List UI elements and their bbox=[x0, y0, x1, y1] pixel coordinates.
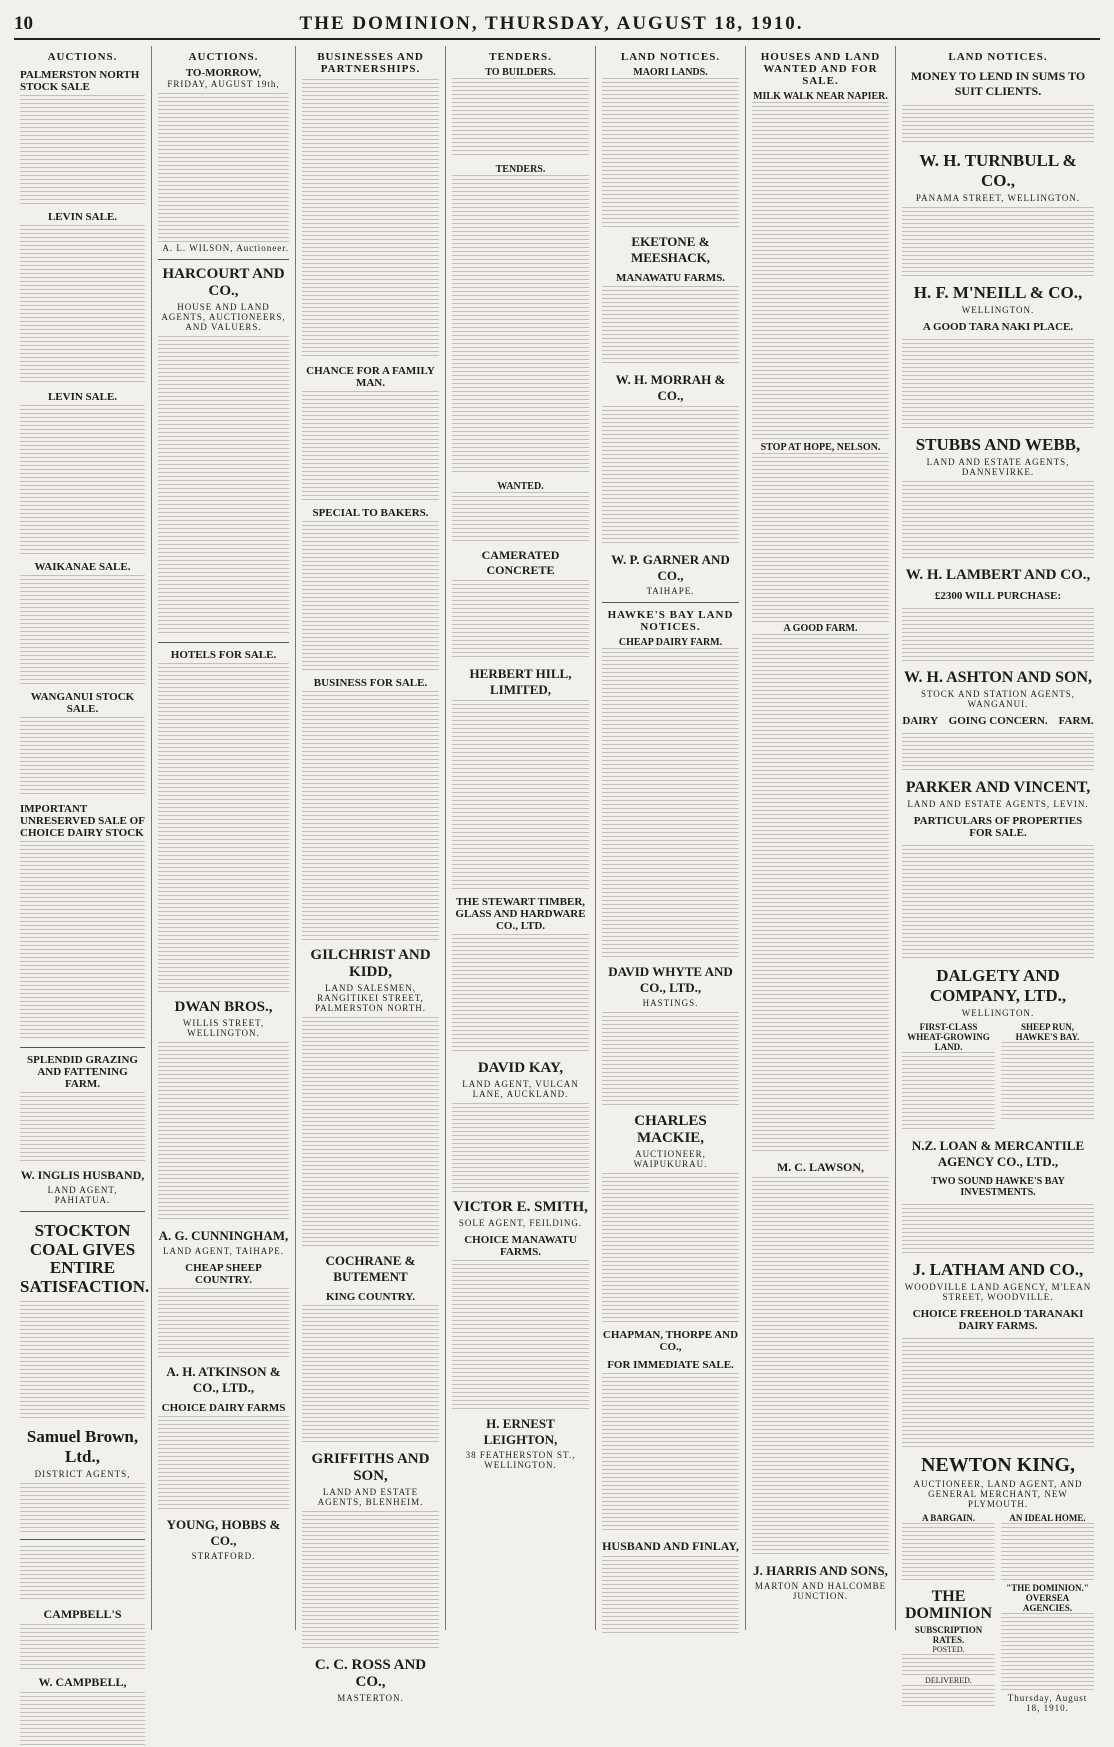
ad-body-text bbox=[902, 1052, 995, 1132]
two-sound-heading: TWO SOUND HAWKE'S BAY INVESTMENTS. bbox=[931, 1176, 1065, 1198]
masthead bbox=[14, 10, 1100, 40]
ad-levin-1 bbox=[20, 211, 145, 385]
ad-body-text bbox=[602, 1012, 739, 1107]
young-hobbs-sub: STRATFORD. bbox=[191, 1551, 256, 1561]
harris-sub: MARTON AND HALCOMBE JUNCTION. bbox=[754, 1581, 887, 1601]
ad-body-text bbox=[902, 845, 1094, 960]
stockton-coal-display: STOCKTON COAL GIVES ENTIRE SATISFACTION. bbox=[20, 1221, 150, 1297]
ashton-name: W. H. ASHTON AND SON, bbox=[903, 669, 1093, 686]
ad-heading: WANTED. bbox=[497, 481, 544, 492]
ad-heading: SHEEP RUN, HAWKE'S BAY. bbox=[1015, 1022, 1080, 1042]
victor-smith-name: VICTOR E. SMITH, bbox=[453, 1199, 588, 1215]
column-auctions-2 bbox=[152, 46, 296, 1630]
ad-body-text bbox=[20, 575, 145, 685]
cameraited-concrete: CAMERATED CONCRETE bbox=[481, 548, 560, 577]
david-kay-sub: LAND AGENT, VULCAN LANE, AUCKLAND. bbox=[462, 1079, 579, 1099]
ad-heading: CHEAP SHEEP COUNTRY. bbox=[185, 1262, 262, 1286]
ad-body-text bbox=[602, 1556, 739, 1636]
ad-body-text bbox=[452, 492, 589, 542]
turnbull-sub: PANAMA STREET, WELLINGTON. bbox=[915, 193, 1081, 203]
ad-body-text bbox=[302, 521, 439, 671]
ad-body-text bbox=[158, 93, 289, 243]
first-class-land bbox=[902, 1022, 995, 1132]
ideal-home bbox=[1001, 1513, 1094, 1583]
ad-body-text bbox=[302, 79, 439, 359]
ad-chance bbox=[302, 365, 439, 501]
masthead-title: THE DOMINION, THURSDAY, AUGUST 18, 1910. bbox=[299, 13, 804, 34]
ad-business-sale bbox=[302, 677, 439, 941]
ad-heading: SUBSCRIPTION RATES. bbox=[914, 1624, 983, 1645]
gilchrist-name: GILCHRIST AND KIDD, bbox=[310, 947, 431, 980]
section-heading: TENDERS. bbox=[489, 51, 552, 63]
griffiths-sub: LAND AND ESTATE AGENTS, BLENHEIM. bbox=[317, 1487, 424, 1507]
overseas-block bbox=[1001, 1583, 1094, 1717]
page-number: 10 bbox=[14, 13, 33, 34]
sheep-run bbox=[1001, 1022, 1094, 1132]
ad-body-text bbox=[1001, 1042, 1094, 1122]
husband-finlay-name: HUSBAND AND FINLAY, bbox=[602, 1539, 739, 1553]
purchase-heading: £2300 WILL PURCHASE: bbox=[934, 590, 1062, 602]
ad-heading: TO BUILDERS. bbox=[485, 67, 556, 78]
gilchrist-sub: LAND SALESMEN, RANGITIKEI STREET, PALMERSTON NORTH. bbox=[315, 983, 426, 1013]
young-hobbs-name: YOUNG, HOBBS & CO., bbox=[166, 1517, 281, 1548]
ad-body-text bbox=[452, 700, 589, 890]
ad-heading: "THE DOMINION." OVERSEA AGENCIES. bbox=[1006, 1583, 1089, 1613]
ad-body-text bbox=[158, 1042, 289, 1222]
divider bbox=[602, 602, 739, 603]
ad-body-text bbox=[20, 1624, 145, 1669]
ad-body-text bbox=[902, 339, 1094, 429]
samuel-brown-name: Samuel Brown, Ltd., bbox=[26, 1426, 139, 1466]
divider bbox=[20, 1539, 145, 1540]
morrah-name: W. H. MORRAH & CO., bbox=[615, 372, 726, 403]
ad-body-text bbox=[20, 1692, 145, 1747]
dominion-logo: THE DOMINION bbox=[904, 1588, 993, 1622]
latham-name: J. LATHAM AND CO., bbox=[912, 1260, 1084, 1279]
ad-date: FRIDAY, AUGUST 19th, bbox=[167, 79, 280, 89]
ad-body-text bbox=[902, 105, 1094, 145]
dwan-name: DWAN BROS., bbox=[174, 999, 273, 1015]
parker-vincent-name: PARKER AND VINCENT, bbox=[905, 779, 1091, 796]
ad-body-text bbox=[902, 733, 1094, 773]
money-to-lend-heading: MONEY TO LEND IN SUMS TO SUIT CLIENTS. bbox=[910, 69, 1086, 98]
ad-signature: A. L. WILSON, Auctioneer. bbox=[162, 243, 289, 253]
leighton-sub: 38 FEATHERSTON ST., WELLINGTON. bbox=[465, 1450, 576, 1470]
lambert-name: W. H. LAMBERT AND CO., bbox=[905, 567, 1091, 583]
ad-waikanae bbox=[20, 561, 145, 685]
two-column-ads bbox=[902, 1022, 1094, 1132]
column-land-notices-1 bbox=[596, 46, 746, 1630]
column-houses-land bbox=[746, 46, 896, 1630]
ad-body-text bbox=[452, 175, 589, 475]
ad-heading: PALMERSTON NORTH STOCK SALE bbox=[20, 69, 140, 93]
atkinson-name: A. H. ATKINSON & CO., LTD., bbox=[166, 1364, 281, 1395]
nz-loan-name: N.Z. LOAN & MERCANTILE AGENCY CO., LTD., bbox=[911, 1138, 1085, 1169]
ad-palmerston bbox=[20, 69, 145, 205]
dalgety-sub: WELLINGTON. bbox=[961, 1008, 1035, 1018]
ad-body-text bbox=[602, 406, 739, 546]
ad-body-text bbox=[302, 1305, 439, 1445]
parker-vincent-sub: LAND AND ESTATE AGENTS, LEVIN. bbox=[907, 799, 1089, 809]
ad-choice-dairy bbox=[158, 1402, 289, 1511]
particulars-heading: PARTICULARS OF PROPERTIES FOR SALE. bbox=[913, 815, 1083, 839]
ad-heading: MILK WALK NEAR NAPIER. bbox=[753, 91, 888, 102]
ad-body-text bbox=[902, 1338, 1094, 1448]
ad-wanganui bbox=[20, 691, 145, 797]
ad-heading: LEVIN SALE. bbox=[47, 391, 118, 403]
ad-body-text bbox=[302, 1017, 439, 1247]
ad-body-text bbox=[158, 663, 289, 993]
ad-heading: LEVIN SALE. bbox=[47, 211, 118, 223]
ross-name: C. C. ROSS AND CO., bbox=[314, 1657, 427, 1690]
ad-heading: WAIKANAE SALE. bbox=[34, 561, 131, 573]
dairy-going-concern-heading: DAIRY GOING CONCERN. FARM. bbox=[902, 715, 1094, 727]
eketone-name: EKETONE & MEESHACK, bbox=[630, 234, 711, 265]
ad-body-text bbox=[902, 608, 1094, 663]
lawson-name: M. C. LAWSON, bbox=[776, 1160, 864, 1174]
dwan-sub: WILLIS STREET, WELLINGTON. bbox=[182, 1018, 265, 1038]
ad-splendid-grazing bbox=[20, 1054, 145, 1205]
ad-hotels bbox=[158, 649, 289, 993]
ad-body-text bbox=[20, 1301, 145, 1421]
ad-body-text bbox=[902, 1204, 1094, 1254]
ad-heading: A BARGAIN. bbox=[921, 1513, 975, 1523]
chapman-thorpe-name: CHAPMAN, THORPE AND CO., bbox=[602, 1329, 739, 1353]
ad-body-text bbox=[602, 648, 739, 958]
section-heading: LAND NOTICES. bbox=[948, 51, 1048, 63]
campbells-name: CAMPBELL'S bbox=[43, 1606, 122, 1621]
ad-heading: MANAWATU FARMS. bbox=[616, 272, 725, 284]
ashton-sub: STOCK AND STATION AGENTS, WANGANUI. bbox=[920, 689, 1076, 709]
tara-naki-heading: A GOOD TARA NAKI PLACE. bbox=[922, 321, 1074, 333]
section-heading: BUSINESSES AND PARTNERSHIPS. bbox=[317, 51, 424, 75]
garner-name: W. P. GARNER AND CO., bbox=[611, 552, 730, 583]
ad-heading: POSTED. bbox=[932, 1644, 965, 1654]
divider bbox=[20, 1211, 145, 1212]
ad-heading: FOR IMMEDIATE SALE. bbox=[607, 1359, 734, 1371]
charles-mackie-name: CHARLES MACKIE, bbox=[634, 1113, 707, 1146]
ad-body-text bbox=[752, 102, 889, 442]
column-land-notices-2 bbox=[896, 46, 1100, 1713]
ad-body-text bbox=[452, 78, 589, 158]
ad-firm-sub: LAND AGENT, PAHIATUA. bbox=[47, 1185, 118, 1205]
column-auctions-1 bbox=[14, 46, 152, 1689]
ad-heading: CHEAP DAIRY FARM. bbox=[618, 637, 723, 648]
newton-king-name: NEWTON KING, bbox=[920, 1454, 1076, 1476]
ad-body-text bbox=[902, 481, 1094, 561]
hawkes-bay-heading: HAWKE'S BAY LAND NOTICES. bbox=[607, 609, 734, 633]
ad-body-text bbox=[452, 580, 589, 660]
ad-body-text bbox=[20, 717, 145, 797]
ad-body-text bbox=[302, 691, 439, 941]
stewart-timber-name: THE STEWART TIMBER, GLASS AND HARDWARE CO., LTD. bbox=[455, 896, 586, 932]
ad-body-text bbox=[902, 207, 1094, 277]
ad-heading: MAORI LANDS. bbox=[633, 67, 708, 78]
ad-body-text bbox=[302, 391, 439, 501]
ad-heading: DELIVERED. bbox=[925, 1675, 972, 1685]
cochrane-name: COCHRANE & BUTEMENT bbox=[325, 1253, 416, 1284]
ad-body-text bbox=[752, 1177, 889, 1557]
ad-levin-2 bbox=[20, 391, 145, 555]
mcneill-sub: WELLINGTON. bbox=[961, 305, 1035, 315]
section-heading: LAND NOTICES. bbox=[620, 51, 721, 63]
harcourt-sub: HOUSE AND LAND AGENTS, AUCTIONEERS, AND VALUERS. bbox=[161, 302, 286, 332]
cunningham-sub: LAND AGENT, TAIHAPE. bbox=[163, 1246, 284, 1256]
ad-body-text bbox=[20, 95, 145, 205]
ad-body-text bbox=[902, 1654, 995, 1676]
ad-body-text bbox=[1001, 1523, 1094, 1583]
cunningham-name: A. G. CUNNINGHAM, bbox=[158, 1228, 289, 1243]
section-heading: AUCTIONS. bbox=[188, 51, 259, 63]
ad-body-text bbox=[602, 286, 739, 366]
ad-heading: TO-MORROW, bbox=[185, 67, 262, 79]
section-heading: HOUSES AND LAND WANTED AND FOR SALE. bbox=[760, 51, 881, 87]
ad-body-text bbox=[302, 1511, 439, 1651]
ad-body-text bbox=[20, 841, 145, 1041]
dalgety-name: DALGETY AND COMPANY, LTD., bbox=[929, 966, 1067, 1005]
ad-body-text bbox=[20, 405, 145, 555]
david-kay-name: DAVID KAY, bbox=[477, 1060, 564, 1076]
ad-body-text bbox=[452, 1260, 589, 1410]
ad-body-text bbox=[602, 78, 739, 228]
ad-cheap-sheep bbox=[158, 1262, 289, 1358]
david-whyte-sub: HASTINGS. bbox=[642, 998, 699, 1008]
two-column-ads bbox=[902, 1583, 1094, 1717]
divider bbox=[158, 259, 289, 260]
herbert-hill-name: HERBERT HILL, LIMITED, bbox=[469, 666, 572, 697]
ad-heading: WANGANUI STOCK SALE. bbox=[30, 691, 135, 715]
ad-manawatu-choice bbox=[452, 1234, 589, 1410]
griffiths-name: GRIFFITHS AND SON, bbox=[311, 1451, 430, 1484]
column-business bbox=[296, 46, 446, 1703]
divider bbox=[20, 1047, 145, 1048]
ad-important-sale bbox=[20, 803, 145, 1041]
ad-body-text bbox=[752, 453, 889, 623]
ad-body-text bbox=[20, 1483, 145, 1533]
subscription-block bbox=[902, 1583, 995, 1717]
ross-sub: MASTERTON. bbox=[337, 1693, 404, 1703]
stubbs-webb-name: STUBBS AND WEBB, bbox=[915, 435, 1081, 454]
ad-heading: STOP AT HOPE, NELSON. bbox=[760, 442, 881, 453]
harris-name: J. HARRIS AND SONS, bbox=[753, 1563, 888, 1578]
ad-body-text bbox=[752, 634, 889, 1154]
ad-body-text bbox=[158, 1416, 289, 1511]
date-footer: Thursday, August 18, 1910. bbox=[1007, 1693, 1088, 1713]
ad-body-text bbox=[902, 1685, 995, 1707]
ad-immediate-sale bbox=[602, 1359, 739, 1533]
ad-heading: CHOICE DAIRY FARMS bbox=[161, 1402, 286, 1414]
victor-smith-sub: SOLE AGENT, FEILDING. bbox=[458, 1218, 583, 1228]
ad-heading: TENDERS. bbox=[495, 164, 546, 175]
bargain bbox=[902, 1513, 995, 1583]
ad-firm-name: W. INGLIS HUSBAND, bbox=[20, 1168, 145, 1182]
newton-king-sub: AUCTIONEER, LAND AGENT, AND GENERAL MERCHANT, NEW PLYMOUTH. bbox=[913, 1479, 1083, 1509]
ad-manawatu bbox=[602, 272, 739, 366]
ad-heading: IMPORTANT UNRESERVED SALE OF CHOICE DAIRY STOCK bbox=[20, 803, 145, 839]
leighton-name: H. ERNEST LEIGHTON, bbox=[483, 1416, 558, 1447]
divider bbox=[158, 642, 289, 643]
ad-heading: A GOOD FARM. bbox=[783, 623, 858, 634]
ad-heading: AN IDEAL HOME. bbox=[1009, 1513, 1086, 1523]
ad-body-text bbox=[602, 1173, 739, 1323]
ad-heading: BUSINESS FOR SALE. bbox=[313, 677, 428, 689]
ad-king-country bbox=[302, 1291, 439, 1445]
ad-body-text bbox=[1001, 1613, 1094, 1693]
latham-sub: WOODVILLE LAND AGENCY, M'LEAN STREET, WOODVILLE. bbox=[904, 1282, 1092, 1302]
ad-heading: KING COUNTRY. bbox=[325, 1291, 416, 1303]
ad-heading: SPECIAL TO BAKERS. bbox=[312, 507, 429, 519]
w-campbell-name: W. CAMPBELL, bbox=[38, 1674, 127, 1689]
stubbs-webb-sub: LAND AND ESTATE AGENTS, DANNEVIRKE. bbox=[926, 457, 1070, 477]
turnbull-name: W. H. TURNBULL & CO., bbox=[919, 151, 1077, 190]
ad-body-text bbox=[158, 1288, 289, 1358]
ad-body-text bbox=[20, 225, 145, 385]
ad-body-text bbox=[20, 1546, 145, 1601]
ad-body-text bbox=[452, 934, 589, 1054]
two-column-ads bbox=[902, 1513, 1094, 1583]
ad-body-text bbox=[158, 336, 289, 636]
samuel-brown-sub: DISTRICT AGENTS, bbox=[34, 1468, 131, 1479]
section-heading: AUCTIONS. bbox=[47, 51, 118, 63]
garner-sub: TAIHAPE. bbox=[646, 586, 695, 596]
taranaki-heading: CHOICE FREEHOLD TARANAKI DAIRY FARMS. bbox=[912, 1308, 1084, 1332]
ad-body-text bbox=[20, 1092, 145, 1162]
ad-body-text bbox=[452, 1103, 589, 1193]
ad-heading: HOTELS FOR SALE. bbox=[170, 649, 277, 661]
ad-heading: FIRST-CLASS WHEAT-GROWING LAND. bbox=[907, 1022, 990, 1052]
ad-heading: CHOICE MANAWATU FARMS. bbox=[464, 1234, 577, 1258]
harcourt-name: HARCOURT AND CO., bbox=[162, 266, 285, 299]
ad-body-text bbox=[602, 1373, 739, 1533]
ad-bakers bbox=[302, 507, 439, 671]
david-whyte-name: DAVID WHYTE AND CO., LTD., bbox=[608, 964, 733, 995]
charles-mackie-sub: AUCTIONEER, WAIPUKURAU. bbox=[633, 1149, 708, 1169]
ad-heading: SPLENDID GRAZING AND FATTENING FARM. bbox=[27, 1054, 138, 1090]
ad-body-text bbox=[902, 1523, 995, 1583]
mcneill-name: H. F. M'NEILL & CO., bbox=[913, 283, 1083, 302]
ad-heading: CHANCE FOR A FAMILY MAN. bbox=[306, 365, 435, 389]
column-tenders bbox=[446, 46, 596, 1630]
